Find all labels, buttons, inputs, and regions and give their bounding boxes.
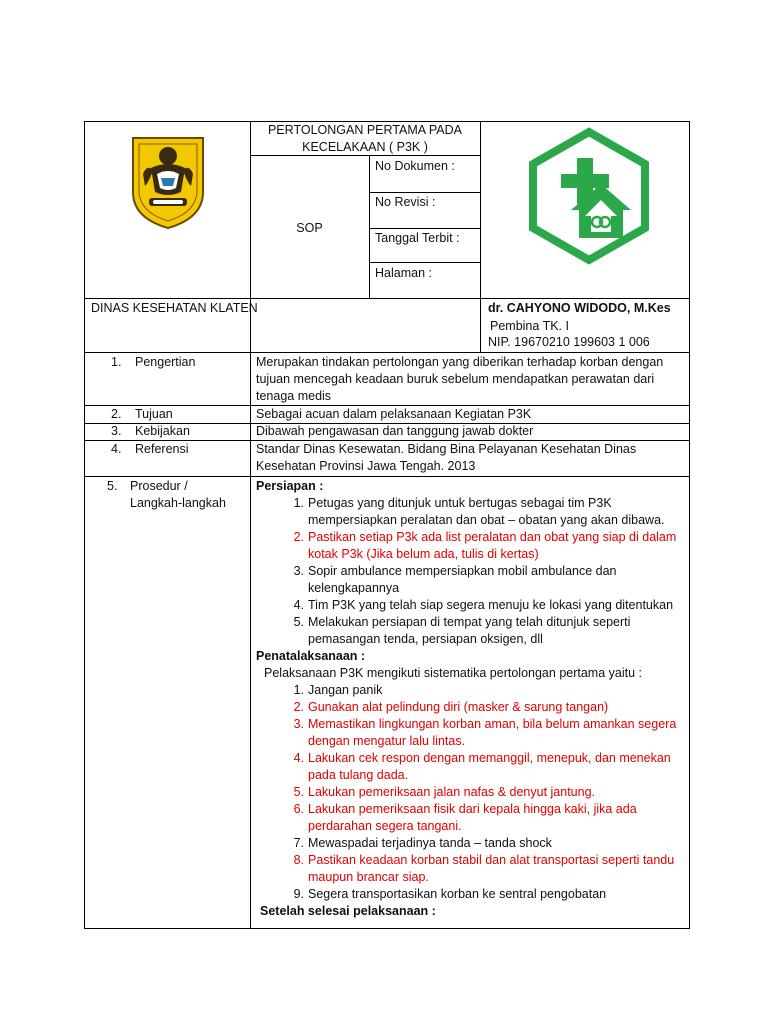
penatalaksanaan-intro: Pelaksanaan P3K mengikuti sistematika pertolongan pertama yaitu : xyxy=(264,666,642,680)
list-item-number: 4. xyxy=(293,751,304,765)
list-item xyxy=(256,784,686,801)
list-item-text: Sopir ambulance mempersiapkan mobil ambulance dan kelengkapannya xyxy=(308,564,617,595)
list-item-number: 4. xyxy=(293,598,304,612)
list-item xyxy=(256,852,686,886)
signer-nip: NIP. 19670210 199603 1 006 xyxy=(488,335,650,349)
list-item-number: 7. xyxy=(293,836,304,850)
row-number: 1. xyxy=(111,355,122,369)
list-item-text: Mewaspadai terjadinya tanda – tanda shock xyxy=(308,836,552,850)
row-text-referensi: Standar Dinas Kesewatan. Bidang Bina Pelayanan Kesehatan Dinas Kesehatan Provinsi Jawa Tengah. 2013 xyxy=(256,442,637,473)
row-text-tujuan: Sebagai acuan dalam pelaksanaan Kegiatan P3K xyxy=(256,407,532,421)
row-number: 4. xyxy=(111,442,122,456)
list-item-number: 5. xyxy=(293,785,304,799)
list-item-text: Gunakan alat pelindung diri (masker & sarung tangan) xyxy=(308,700,609,714)
list-item xyxy=(256,529,686,563)
row-label-langkah: Langkah-langkah xyxy=(130,496,226,510)
list-item xyxy=(256,614,686,648)
list-item-number: 3. xyxy=(293,717,304,731)
list-item-number: 6. xyxy=(293,802,304,816)
list-item-text: Lakukan pemeriksaan jalan nafas & denyut jantung. xyxy=(308,785,595,799)
list-item-number: 1. xyxy=(293,683,304,697)
row-number: 3. xyxy=(111,424,122,438)
persiapan-list xyxy=(256,495,686,648)
divider xyxy=(369,262,480,263)
divider xyxy=(250,122,251,929)
list-item xyxy=(256,716,686,750)
divider xyxy=(85,352,690,353)
row-number: 5. xyxy=(107,479,118,493)
list-item-text: Segera transportasikan korban ke sentral pengobatan xyxy=(308,887,607,901)
divider xyxy=(480,122,481,352)
field-no-revisi: No Revisi : xyxy=(375,195,436,209)
list-item xyxy=(256,886,686,903)
field-tanggal-terbit: Tanggal Terbit : xyxy=(375,231,460,245)
list-item-text: Melakukan persiapan di tempat yang telah ditunjuk seperti pemasangan tenda, persiapan oksigen, dll xyxy=(308,615,631,646)
organization-name: DINAS KESEHATAN KLATEN xyxy=(91,301,258,315)
list-item-number: 5. xyxy=(293,615,304,629)
field-no-dokumen: No Dokumen : xyxy=(375,159,455,173)
penatalaksanaan-title: Penatalaksanaan : xyxy=(256,649,366,663)
list-item-text: Pastikan setiap P3k ada list peralatan dan obat yang siap di dalam kotak P3k (Jika belum ada, tulis di kertas) xyxy=(308,530,677,561)
list-item-text: Lakukan cek respon dengan memanggil, menepuk, dan menekan pada tulang dada. xyxy=(308,751,671,782)
list-item xyxy=(256,495,686,529)
list-item-number: 8. xyxy=(293,853,304,867)
document-title-line1: PERTOLONGAN PERTAMA PADA xyxy=(267,123,463,137)
list-item-text: Tim P3K yang telah siap segera menuju ke lokasi yang ditentukan xyxy=(308,598,674,612)
list-item-number: 9. xyxy=(293,887,304,901)
list-item-number: 2. xyxy=(293,700,304,714)
row-label-tujuan: Tujuan xyxy=(135,407,173,421)
list-item-text: Lakukan pemeriksaan fisik dari kepala hingga kaki, jika ada perdarahan segera tangani. xyxy=(308,802,637,833)
persiapan-title: Persiapan : xyxy=(256,479,324,493)
list-item-text: Petugas yang ditunjuk untuk bertugas sebagai tim P3K mempersiapkan peralatan dan obat – obatan yang akan dibawa. xyxy=(308,496,665,527)
row-label-referensi: Referensi xyxy=(135,442,189,456)
sop-document xyxy=(84,121,690,929)
field-halaman: Halaman : xyxy=(375,266,432,280)
divider xyxy=(369,228,480,229)
list-item xyxy=(256,563,686,597)
row-label-prosedur: Prosedur / xyxy=(130,479,188,493)
divider xyxy=(369,155,370,299)
setelah-title: Setelah selesai pelaksanaan : xyxy=(260,904,436,918)
row-text-kebijakan: Dibawah pengawasan dan tanggung jawab dokter xyxy=(256,424,534,438)
list-item xyxy=(256,801,686,835)
list-item xyxy=(256,699,686,716)
health-cross-logo-icon xyxy=(527,126,651,266)
document-title-line2: KECELAKAAN ( P3K ) xyxy=(302,140,428,154)
row-label-pengertian: Pengertian xyxy=(135,355,196,369)
prosedur-content xyxy=(256,478,686,920)
list-item xyxy=(256,597,686,614)
list-item-text: Jangan panik xyxy=(308,683,383,697)
row-text-pengertian: Merupakan tindakan pertolongan yang diberikan terhadap korban dengan tujuan mencegah keadaan buruk sebelum mendapatkan perawatan dari tenaga medis xyxy=(256,355,664,403)
row-number: 2. xyxy=(111,407,122,421)
list-item-number: 3. xyxy=(293,564,304,578)
list-item xyxy=(256,682,686,699)
klaten-emblem-icon xyxy=(129,134,207,230)
divider xyxy=(85,298,690,299)
list-item-number: 1. xyxy=(293,496,304,510)
list-item-text: Memastikan lingkungan korban aman, bila belum amankan segera dengan mengatur lalu lintas. xyxy=(308,717,677,748)
list-item-number: 2. xyxy=(293,530,304,544)
list-item-text: Pastikan keadaan korban stabil dan alat transportasi seperti tandu maupun brancar siap. xyxy=(308,853,675,884)
signer-name: dr. CAHYONO WIDODO, M.Kes xyxy=(488,301,671,315)
divider xyxy=(369,192,480,193)
list-item xyxy=(256,835,686,852)
divider xyxy=(85,476,690,477)
list-item xyxy=(256,750,686,784)
sop-label: SOP xyxy=(296,221,323,235)
row-label-kebijakan: Kebijakan xyxy=(135,424,190,438)
signer-rank: Pembina TK. I xyxy=(490,319,569,333)
penatalaksanaan-list xyxy=(256,682,686,903)
